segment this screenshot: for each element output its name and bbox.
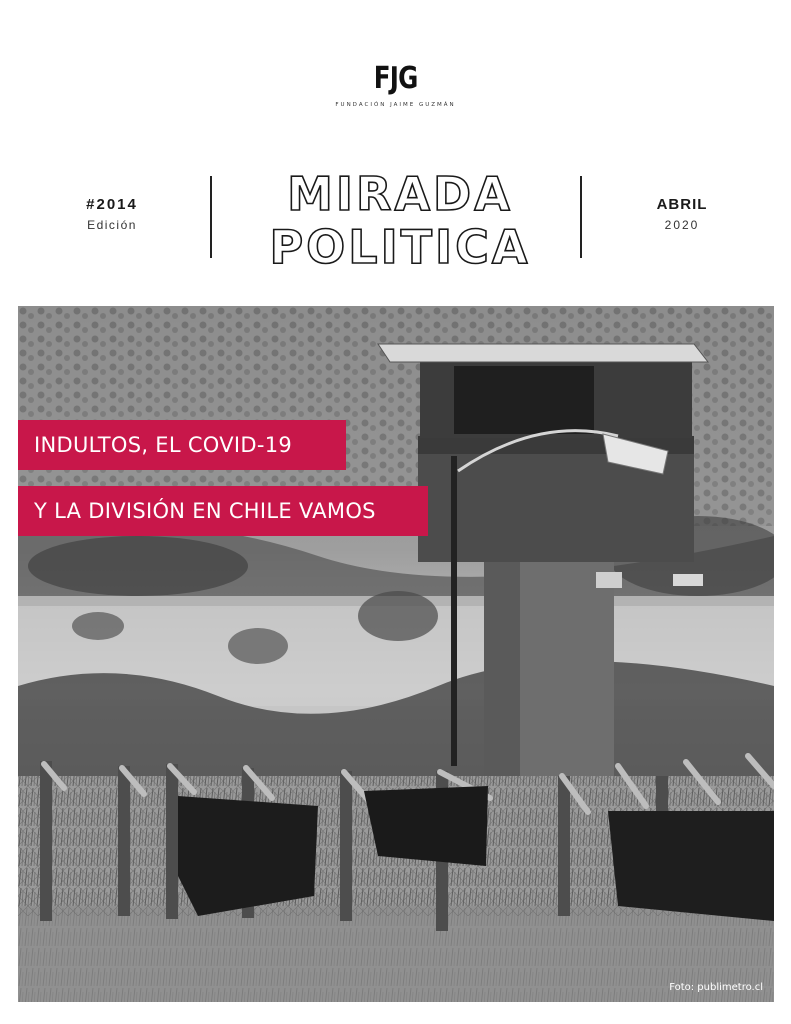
issue-date — [632, 196, 732, 232]
issue-number: #2014 — [86, 196, 138, 213]
divider-left — [210, 176, 212, 258]
headline-line2: Y LA DIVISIÓN EN CHILE VAMOS — [18, 486, 428, 536]
masthead-line1: MIRADA — [287, 167, 513, 221]
fence — [18, 756, 774, 931]
date-month: ABRIL — [656, 196, 708, 213]
issue-label: Edición — [87, 218, 137, 232]
photo-credit: Foto: publimetro.cl — [669, 982, 763, 993]
masthead-title — [240, 166, 560, 270]
divider-right — [580, 176, 582, 258]
cover-photo — [18, 306, 774, 1002]
logo-subtitle: FUNDACIÓN JAIME GUZMÁN — [335, 102, 456, 108]
issue-info — [62, 196, 162, 232]
fjg-logo — [0, 62, 791, 108]
headline-line1: INDULTOS, EL COVID-19 — [18, 420, 346, 470]
date-year: 2020 — [664, 218, 700, 232]
logo-mark: FJG — [373, 61, 418, 96]
masthead-line2: POLITICA — [269, 220, 531, 270]
